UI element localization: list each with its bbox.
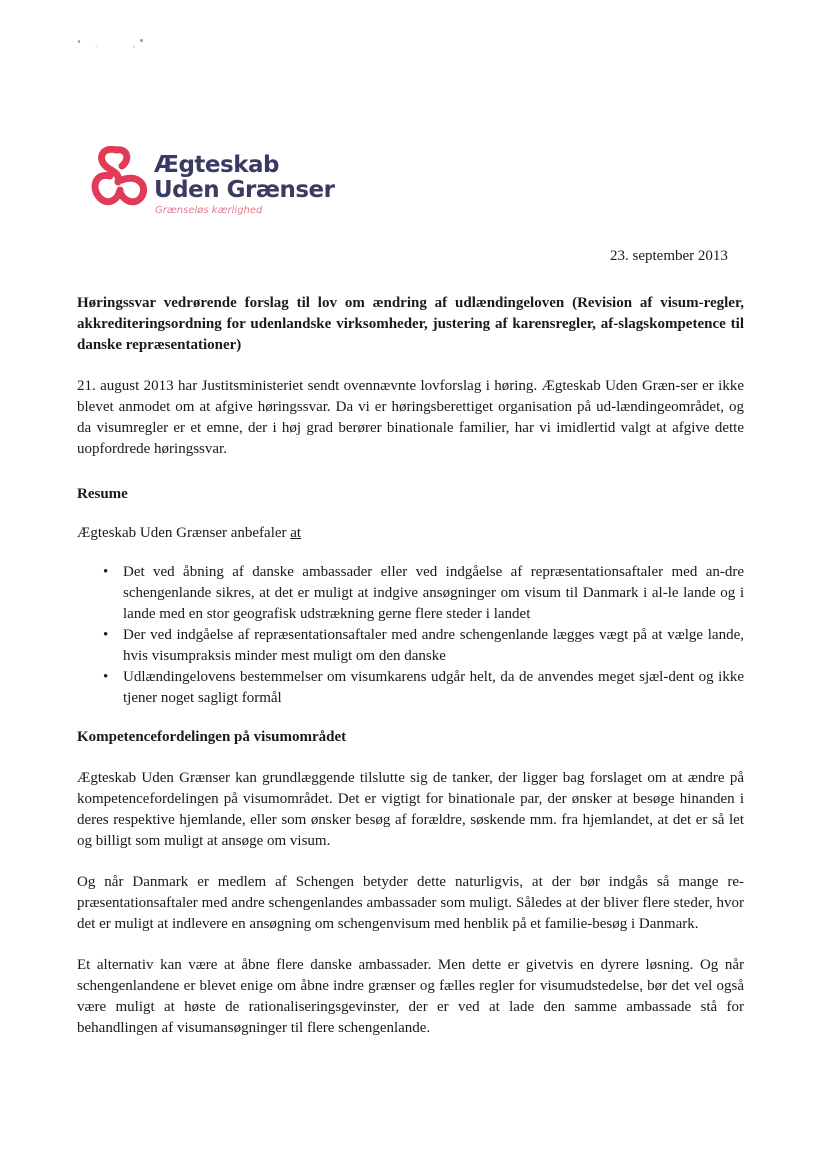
resume-lead-text: Ægteskab Uden Grænser anbefaler (77, 525, 287, 541)
scan-speck (133, 46, 135, 48)
scan-speck (140, 39, 143, 42)
competence-paragraph: Ægteskab Uden Grænser kan grundlæggende tilslutte sig de tanker, der ligger bag forslaget om at ændre på kompetencefordelingen på visumområdet. Det er vigtigt for binationale par, der ønsker at besøge hinanden i deres respektive hjemlande, eller som ønsker besøg af forældre, søskende mm. fra hjemlandet, at det er så let og billigt som muligt at ansøge om visum. (77, 770, 744, 849)
organization-logo (88, 146, 335, 226)
recommendation-list (77, 562, 744, 709)
list-item: • Der ved indgåelse af repræsentationsaftaler med andre schengenlande lægges vægt på at vælge lande, hvis visumpraksis minder mest muligt om den danske (123, 625, 744, 667)
logo-tagline: Grænseløs kærlighed (155, 205, 263, 216)
heart-knot-icon (88, 146, 150, 208)
logo-name-line2: Uden Grænser (154, 177, 335, 203)
document-body (77, 293, 744, 1039)
resume-lead-underlined: at (290, 525, 302, 541)
resume-lead (77, 523, 744, 544)
list-item: • Det ved åbning af danske ambassader eller ved indgåelse af repræsentationsaftaler med an-dre schengenlande sikres, at det er muligt at indgive ansøgninger om visum til Danmark i al-le lande og i lande med en stor geografisk udstrækning gerne flere steder i landet (123, 562, 744, 625)
list-item: • Udlændingelovens bestemmelser om visumkarens udgår helt, da de anvendes meget sjæl-dent og ikke tjener noget sagligt formål (123, 667, 744, 709)
logo-name-line1: Ægteskab (154, 152, 279, 178)
scan-speck (78, 40, 80, 43)
competence-paragraph: Et alternativ kan være at åbne flere danske ambassader. Men dette er givetvis en dyrere løsning. Og når schengenlandene er blevet enige om åbne indre grænser og fælles regler for visumudstedelse, bør det vel også være muligt at høste de rationaliseringsgevinster, der er ved at lade den samme ambassade stå for behandlingen af visumansøgninger til flere schengenlande. (77, 957, 744, 1036)
document-title: Høringssvar vedrørende forslag til lov om ændring af udlændingeloven (Revision af visum-regler, akkrediteringsordning for udenlandske virksomheder, justering af karensregler, af-slagskompetence til danske repræsentationer) (77, 295, 744, 353)
scan-speck (95, 46, 98, 47)
document-date: 23. september 2013 (610, 248, 728, 264)
resume-heading: Resume (77, 486, 128, 502)
competence-paragraph: Og når Danmark er medlem af Schengen betyder dette naturligvis, at der bør indgås så mange re-præsentationsaftaler med andre schengenlandes ambassader som muligt. Således at der bliver flere steder, hvor det er muligt at indlevere en ansøgning om schengenvisum med henblik på et familie-besøg i Danmark. (77, 874, 744, 932)
intro-paragraph: 21. august 2013 har Justitsministeriet sendt ovennævnte lovforslag i høring. Ægteskab Uden Græn-ser er ikke blevet anmodet om at afgive høringssvar. Da vi er høringsberettiget organisation på ud-lændingeområdet, og da visumregler er et emne, der i høj grad berører binationale familier, har vi imidlertid valgt at afgive dette uopfordrede høringssvar. (77, 378, 744, 457)
competence-heading: Kompetencefordelingen på visumområdet (77, 729, 347, 745)
